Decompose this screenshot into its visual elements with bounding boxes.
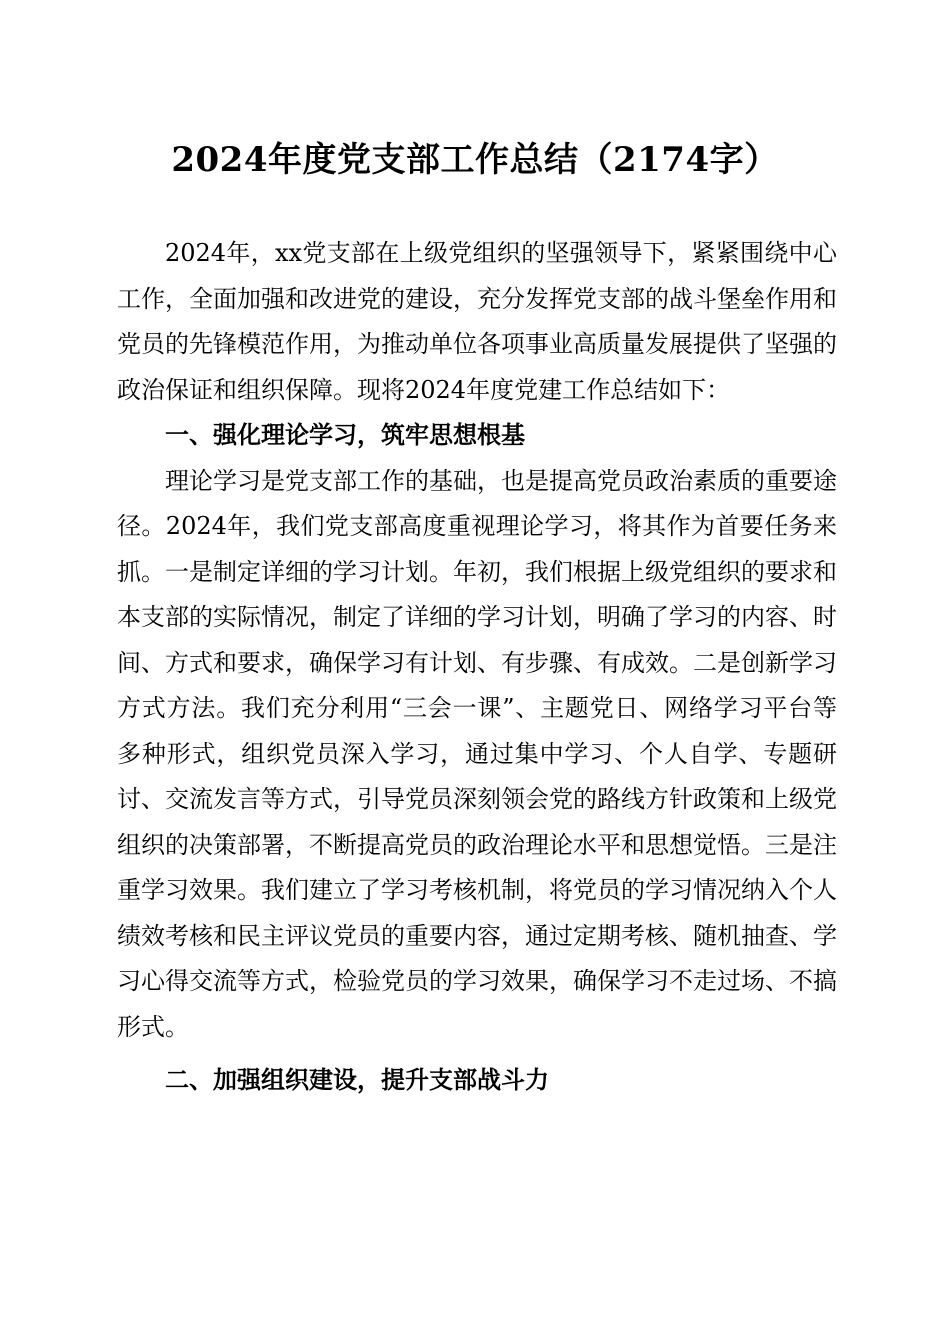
section-2-heading: 二、加强组织建设，提升支部战斗力 [165,1066,549,1094]
section-1-paragraph: 理论学习是党支部工作的基础，也是提高党员政治素质的重要途径。2024年，我们党支部高度重视理论学习，将其作为首要任务来抓。一是制定详细的学习计划。年初，我们根据上级党组织的要求和本支部的实际情况，制定了详细的学习计划，明确了学习的内容、时间、方式和要求，确保学习有计划、有步骤、有成效。二是创新学习方式方法。我们充分利用“三会一课”、主题党日、网络学习平台等多种形式，组织党员深入学习，通过集中学习、个人自学、专题研讨、交流发言等方式，引导党员深刻领会党的路线方针政策和上级党组织的决策部署，不断提高党员的政治理论水平和思想觉悟。三是注重学习效果。我们建立了学习考核机制，将党员的学习情况纳入个人绩效考核和民主评议党员的重要内容，通过定期考核、随机抽查、学习心得交流等方式，检验党员的学习效果，确保学习不走过场、不搞形式。 [117,466,837,1041]
document-body [117,231,837,1104]
document-title: 2024年度党支部工作总结（2174字） [171,140,779,180]
section-1-heading: 一、强化理论学习，筑牢思想根基 [165,421,525,449]
intro-paragraph: 2024年，xx党支部在上级党组织的坚强领导下，紧紧围绕中心工作，全面加强和改进党的建设，充分发挥党支部的战斗堡垒作用和党员的先锋模范作用，为推动单位各项事业高质量发展提供了坚强的政治保证和组织保障。现将2024年度党建工作总结如下： [117,239,837,404]
